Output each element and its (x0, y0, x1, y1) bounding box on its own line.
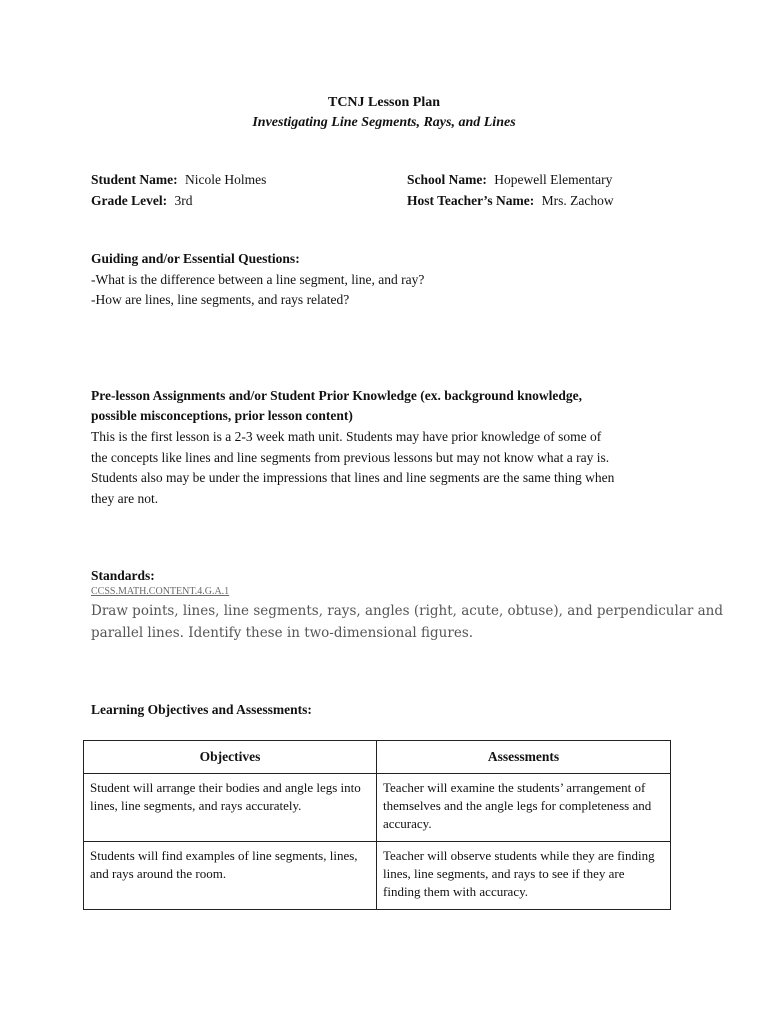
prelesson-text-line-3: Students also may be under the impressions that lines and line segments are the same thing when (91, 470, 615, 485)
objectives-assessments-table (83, 740, 671, 910)
guiding-questions-heading: Guiding and/or Essential Questions: (91, 251, 300, 266)
standard-description-line-2: parallel lines. Identify these in two-dimensional figures. (91, 625, 474, 641)
objective-cell: Students will find examples of line segments, lines, and rays around the room. (84, 842, 377, 910)
objectives-heading: Learning Objectives and Assessments: (91, 702, 312, 717)
table-row (84, 842, 671, 910)
prelesson-text-line-4: they are not. (91, 491, 159, 506)
grade-level-row (91, 191, 192, 211)
prelesson-text-line-1: This is the first lesson is a 2-3 week math unit. Students may have prior knowledge of some of (91, 429, 602, 444)
prelesson-heading-line-2: possible misconceptions, prior lesson content) (91, 408, 353, 423)
standard-description-line-1: Draw points, lines, line segments, rays, angles (right, acute, obtuse), and perpendicular and (91, 603, 723, 619)
school-name-value: Hopewell Elementary (494, 172, 613, 187)
objective-cell: Student will arrange their bodies and angle legs into lines, line segments, and rays accurately. (84, 774, 377, 842)
guiding-question-1: -What is the difference between a line segment, line, and ray? (91, 272, 425, 287)
student-name-value: Nicole Holmes (185, 172, 267, 187)
grade-level-label: Grade Level: (91, 193, 168, 208)
prelesson-heading-line-1: Pre-lesson Assignments and/or Student Prior Knowledge (ex. background knowledge, (91, 388, 583, 403)
assessments-column-header: Assessments (377, 741, 671, 774)
student-name-row (91, 170, 266, 190)
standard-code-link[interactable]: CCSS.MATH.CONTENT.4.G.A.1 (91, 586, 230, 597)
host-teacher-value: Mrs. Zachow (541, 193, 614, 208)
assessment-cell: Teacher will examine the students’ arrangement of themselves and the angle legs for completeness and accuracy. (377, 774, 671, 842)
host-teacher-row (407, 191, 614, 211)
objectives-column-header: Objectives (84, 741, 377, 774)
guiding-question-2: -How are lines, line segments, and rays related? (91, 292, 350, 307)
student-name-label: Student Name: (91, 172, 178, 187)
table-header-row (84, 741, 671, 774)
lesson-subtitle: Investigating Line Segments, Rays, and Lines (252, 115, 516, 130)
school-name-row (407, 170, 612, 190)
school-name-label: School Name: (407, 172, 487, 187)
standard-description (91, 600, 723, 644)
document-title: TCNJ Lesson Plan (327, 95, 441, 110)
prelesson-text-line-2: the concepts like lines and line segments from previous lessons but may not know what a ray is. (91, 450, 610, 465)
table-row (84, 774, 671, 842)
assessment-cell: Teacher will observe students while they are finding lines, line segments, and rays to see if they are finding them with accuracy. (377, 842, 671, 910)
host-teacher-label: Host Teacher’s Name: (407, 193, 535, 208)
grade-level-value: 3rd (174, 193, 193, 208)
standards-heading: Standards: (91, 568, 155, 583)
